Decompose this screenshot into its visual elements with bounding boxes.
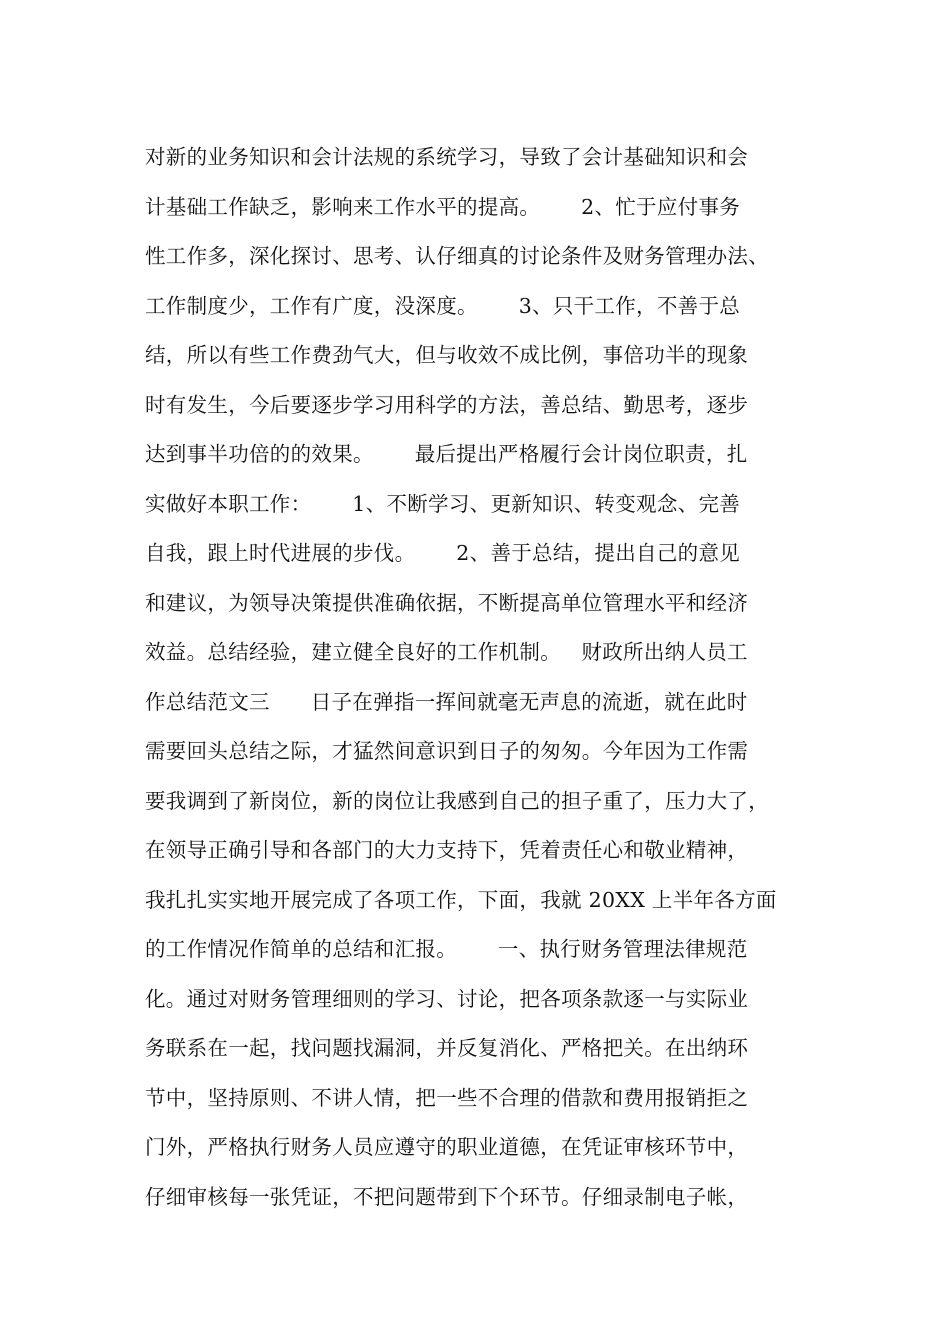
text-line: 计基础工作缺乏，影响来工作水平的提高。 2、忙于应付事务 <box>145 194 741 219</box>
text-line: 和建议，为领导决策提供准确依据，不断提高单位管理水平和经济 <box>145 590 749 615</box>
body-text <box>145 133 845 1222</box>
text-line: 实做好本职工作： 1、不断学习、更新知识、转变观念、完善 <box>145 491 741 516</box>
text-line: 仔细审核每一张凭证，不把问题带到下个环节。仔细录制电子帐， <box>145 1184 749 1209</box>
text-line: 要我调到了新岗位，新的岗位让我感到自己的担子重了，压力大了， <box>145 788 769 813</box>
text-line: 在领导正确引导和各部门的大力支持下，凭着责任心和敬业精神， <box>145 838 749 862</box>
text-line: 结，所以有些工作费劲气大，但与收效不成比例，事倍功半的现象 <box>145 343 749 367</box>
text-line: 达到事半功倍的的效果。 最后提出严格履行会计岗位职责，扎 <box>145 442 748 466</box>
text-line: 务联系在一起，找问题找漏洞，并反复消化、严格把关。在出纳环 <box>145 1036 749 1060</box>
text-line: 的工作情况作简单的总结和汇报。 一、执行财务管理法律规范 <box>145 937 748 961</box>
text-line: 工作制度少，工作有广度，没深度。 3、只干工作，不善于总 <box>145 293 741 318</box>
text-line: 我扎扎实实地开展完成了各项工作，下面，我就 20XX 上半年各方面 <box>145 887 777 912</box>
text-line: 需要回头总结之际，才猛然间意识到日子的匆匆。今年因为工作需 <box>145 739 749 763</box>
text-line: 效益。总结经验，建立健全良好的工作机制。 财政所出纳人员工 <box>145 640 748 664</box>
text-line: 门外，严格执行财务人员应遵守的职业道德，在凭证审核环节中， <box>145 1135 749 1159</box>
text-line: 对新的业务知识和会计法规的系统学习，导致了会计基础知识和会 <box>145 145 749 169</box>
text-line: 化。通过对财务管理细则的学习、讨论，把各项条款逐一与实际业 <box>145 986 749 1011</box>
text-line: 性工作多，深化探讨、思考、认仔细真的讨论条件及财务管理办法、 <box>145 244 769 268</box>
text-line: 时有发生，今后要逐步学习用科学的方法，善总结、勤思考，逐步 <box>145 392 749 417</box>
text-line: 作总结范文三 日子在弹指一挥间就毫无声息的流逝，就在此时 <box>145 689 748 714</box>
text-line: 节中，坚持原则、不讲人情，把一些不合理的借款和费用报销拒之 <box>145 1085 749 1110</box>
text-line: 自我，跟上时代进展的步伐。 2、善于总结，提出自己的意见 <box>145 541 741 565</box>
